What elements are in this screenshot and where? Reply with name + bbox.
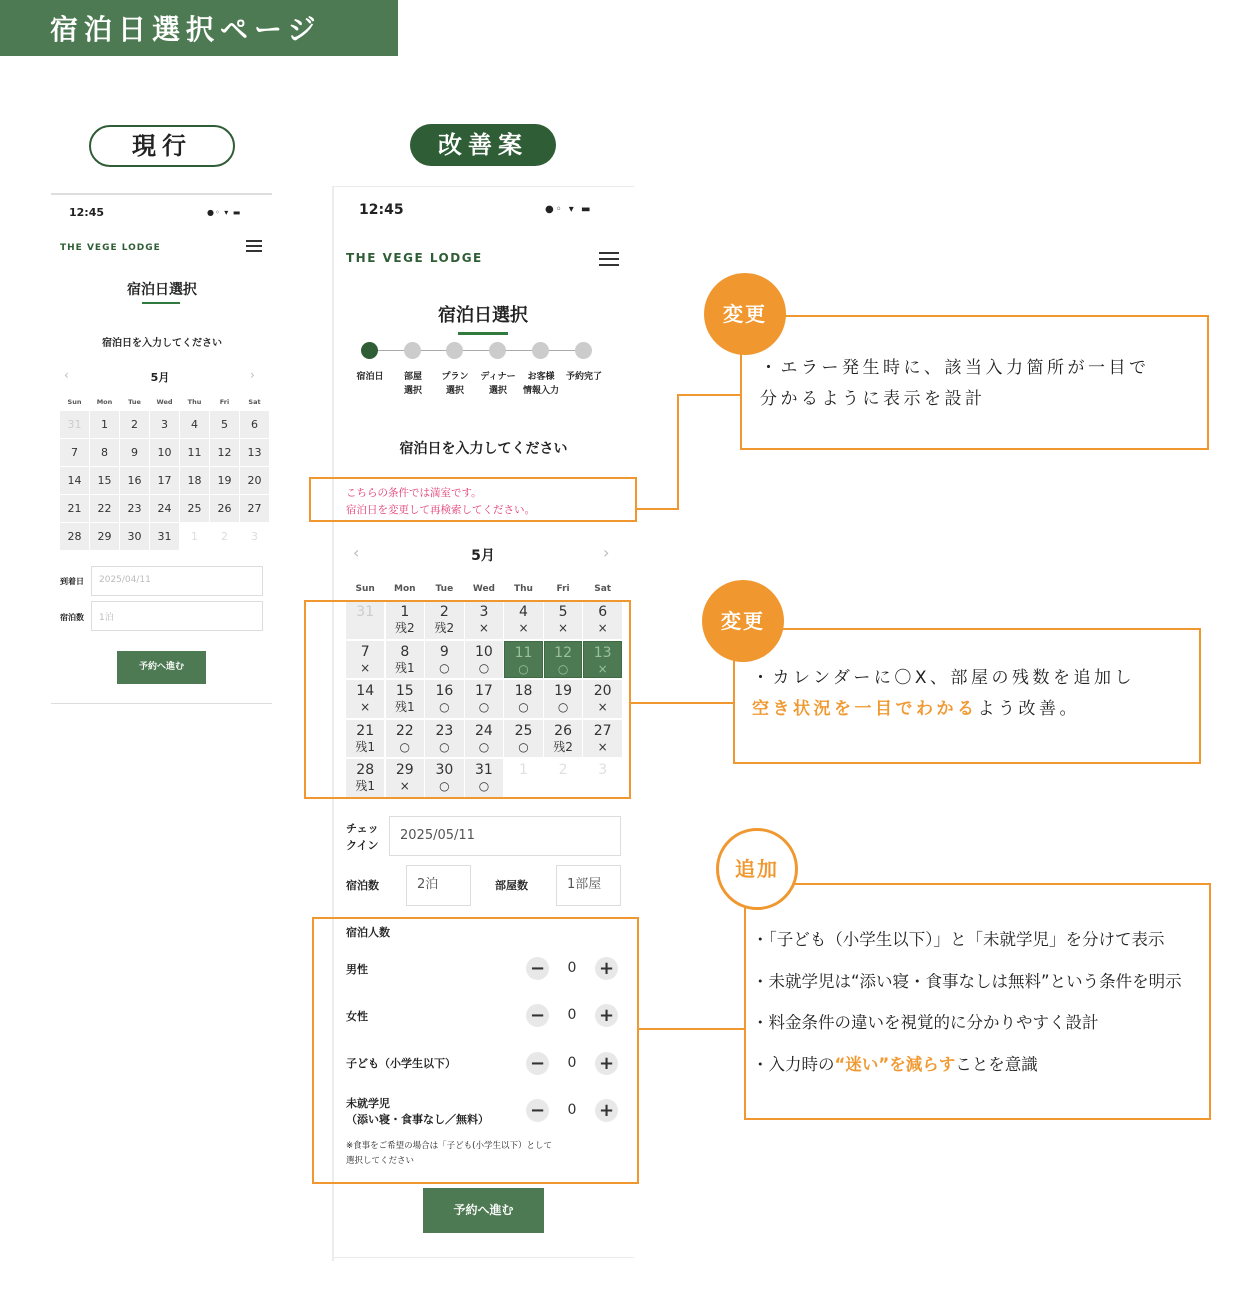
current-phone-bottom-border bbox=[51, 703, 272, 704]
progress-step-label-2: 部屋 選択 bbox=[403, 372, 422, 396]
annotation-text-1 bbox=[760, 353, 1150, 415]
current-calendar-day[interactable]: 14 bbox=[60, 467, 89, 494]
annotation-3-bullet-2: ・未就学児は“添い寝・食事なしは無料”という条件を明示 bbox=[752, 972, 1182, 991]
current-proceed-button[interactable]: 予約へ進む bbox=[117, 651, 206, 684]
progress-step-label-1: 宿泊日 bbox=[356, 372, 384, 382]
current-calendar-day[interactable]: 28 bbox=[60, 523, 89, 550]
guest-note-line-1: ※食事をご希望の場合は「子ども(小学生以下）として bbox=[346, 1141, 552, 1151]
day-number: 19 bbox=[554, 683, 572, 699]
availability-mark: ○ bbox=[478, 739, 490, 754]
current-calendar-day[interactable]: 8 bbox=[90, 439, 119, 466]
availability-mark: × bbox=[597, 621, 608, 635]
day-number: 31 bbox=[475, 762, 493, 778]
female-count: 0 bbox=[567, 1007, 577, 1023]
day-number: 12 bbox=[554, 644, 572, 661]
availability-mark: 残2 bbox=[553, 739, 573, 754]
current-calendar-day[interactable]: 25 bbox=[180, 495, 209, 522]
day-number: 1 bbox=[519, 762, 528, 778]
day-number: 31 bbox=[356, 604, 375, 620]
calendar-highlight-box bbox=[304, 600, 631, 799]
child-count: 0 bbox=[567, 1055, 577, 1071]
availability-mark: 残2 bbox=[394, 621, 415, 635]
proposal-proceed-button[interactable]: 予約へ進む bbox=[423, 1188, 544, 1233]
day-number: 10 bbox=[475, 643, 493, 660]
current-weekday-header: Thu bbox=[187, 398, 202, 406]
connector-3 bbox=[639, 1028, 744, 1030]
proposal-next-month-icon[interactable]: › bbox=[603, 543, 610, 562]
error-message-line-1: こちらの条件では満室です。 bbox=[346, 487, 482, 499]
availability-mark: × bbox=[399, 779, 410, 793]
availability-mark: ○ bbox=[478, 660, 490, 675]
current-calendar-day: 3 bbox=[251, 530, 258, 543]
proposal-prev-month-icon[interactable]: ‹ bbox=[353, 543, 360, 562]
current-calendar-day[interactable]: 24 bbox=[150, 495, 179, 522]
annotation-3-bullet-4-post: ことを意識 bbox=[955, 1055, 1038, 1074]
day-number: 5 bbox=[558, 604, 568, 620]
infant-increment-button[interactable]: + bbox=[595, 1099, 618, 1122]
progress-step-dot-6 bbox=[575, 342, 592, 359]
proposal-weekday-header: Sun bbox=[355, 584, 375, 594]
current-logo[interactable]: THE VEGE LODGE bbox=[60, 243, 161, 253]
day-number: 26 bbox=[554, 722, 572, 739]
day-number: 16 bbox=[435, 683, 454, 699]
nights-input[interactable]: 2泊 bbox=[406, 865, 471, 906]
progress-step-dot-3 bbox=[446, 342, 463, 359]
annotation-badge-3: 追加 bbox=[716, 828, 798, 910]
availability-mark: ○ bbox=[518, 661, 529, 676]
annotation-2-line-1: ・カレンダーに〇X、部屋の残数を追加し bbox=[752, 668, 1136, 688]
progress-step-dot-5 bbox=[532, 342, 549, 359]
annotation-3-bullet-3: ・料金条件の違いを視覚的に分かりやすく設計 bbox=[752, 1013, 1099, 1032]
day-number: 22 bbox=[395, 722, 414, 739]
proposal-phone-top-border bbox=[332, 186, 634, 187]
current-calendar-day[interactable]: 30 bbox=[120, 523, 149, 550]
current-calendar-day[interactable]: 3 bbox=[150, 411, 179, 438]
proposal-weekday-header: Wed bbox=[472, 584, 495, 594]
current-calendar-grid bbox=[60, 398, 264, 550]
current-calendar-day[interactable]: 29 bbox=[90, 523, 119, 550]
proposal-weekday-header: Sat bbox=[594, 584, 612, 594]
connector-1c bbox=[677, 394, 741, 396]
annotation-3-bullet-1: ・「子ども（小学生以下）」と「未就学児」を分けて表示 bbox=[752, 930, 1165, 949]
availability-mark: ○ bbox=[557, 700, 569, 714]
current-calendar-day[interactable]: 23 bbox=[120, 495, 149, 522]
progress-step-dot-2 bbox=[404, 342, 421, 359]
availability-mark: 残1 bbox=[355, 779, 376, 793]
day-number: 8 bbox=[400, 643, 410, 660]
day-number: 2 bbox=[558, 762, 568, 778]
day-number: 29 bbox=[395, 762, 414, 778]
availability-mark: × bbox=[518, 621, 529, 635]
current-calendar-day: 1 bbox=[191, 530, 198, 543]
guest-label-male: 男性 bbox=[346, 963, 368, 976]
annotation-3-bullet-4-pre: ・入力時の bbox=[752, 1055, 835, 1074]
annotation-2-rest: よう改善。 bbox=[977, 699, 1080, 719]
proposal-status-icons: ●◦ ▾ ▬ bbox=[545, 204, 593, 215]
progress-step-label-4: ディナー 選択 bbox=[480, 372, 516, 396]
infant-decrement-button[interactable]: − bbox=[526, 1099, 549, 1122]
current-calendar-day[interactable]: 15 bbox=[90, 467, 119, 494]
current-calendar-day[interactable]: 7 bbox=[60, 439, 89, 466]
progress-step-dot-1 bbox=[361, 342, 378, 359]
current-calendar-day[interactable]: 9 bbox=[120, 439, 149, 466]
day-number: 25 bbox=[514, 722, 533, 739]
current-calendar-day[interactable]: 2 bbox=[120, 411, 149, 438]
availability-mark: ○ bbox=[439, 779, 450, 793]
current-weekday-header: Sat bbox=[248, 398, 261, 406]
current-calendar-day[interactable]: 1 bbox=[90, 411, 119, 438]
current-calendar-day[interactable]: 6 bbox=[240, 411, 269, 438]
day-number: 1 bbox=[400, 604, 410, 620]
current-status-icons: ●◦ ▾ ▬ bbox=[207, 208, 242, 217]
current-menu-icon[interactable] bbox=[246, 240, 262, 255]
male-count: 0 bbox=[567, 960, 577, 976]
male-decrement-button[interactable]: − bbox=[526, 957, 549, 980]
current-calendar-day[interactable]: 21 bbox=[60, 495, 89, 522]
page-title-banner: 宿泊日選択ページ bbox=[0, 0, 398, 56]
availability-mark: ○ bbox=[478, 779, 490, 793]
day-number: 27 bbox=[593, 722, 612, 739]
guest-label-child: 子ども（小学生以下） bbox=[346, 1057, 456, 1070]
current-calendar-day[interactable]: 16 bbox=[120, 467, 149, 494]
availability-mark: ○ bbox=[399, 739, 411, 754]
day-number: 17 bbox=[475, 683, 493, 699]
annotation-text-2 bbox=[752, 663, 1135, 725]
day-number: 2 bbox=[439, 604, 449, 620]
annotation-3-bullet-4 bbox=[752, 1054, 1038, 1076]
day-number: 3 bbox=[479, 604, 489, 620]
availability-mark: ○ bbox=[557, 661, 569, 676]
current-weekday-header: Tue bbox=[128, 398, 141, 406]
current-status-time: 12:45 bbox=[69, 206, 105, 219]
current-title-underline bbox=[142, 302, 180, 304]
availability-mark: ○ bbox=[439, 739, 450, 754]
day-number: 23 bbox=[435, 722, 454, 739]
proposal-label: 改善案 bbox=[410, 124, 556, 166]
checkin-input[interactable]: 2025/05/11 bbox=[389, 816, 621, 856]
current-calendar-day[interactable]: 22 bbox=[90, 495, 119, 522]
annotation-badge-2: 変更 bbox=[702, 580, 784, 662]
current-calendar-day: 2 bbox=[221, 530, 228, 543]
annotation-2-highlight: 空き状況を一目でわかる bbox=[752, 699, 978, 719]
current-calendar-day[interactable]: 20 bbox=[240, 467, 269, 494]
proposal-weekday-header: Thu bbox=[514, 584, 533, 594]
current-calendar-day[interactable]: 11 bbox=[180, 439, 209, 466]
availability-mark: × bbox=[360, 660, 371, 675]
checkin-label: チェッ クイン bbox=[346, 822, 379, 852]
current-weekday-header: Fri bbox=[219, 398, 230, 406]
female-decrement-button[interactable]: − bbox=[526, 1004, 549, 1027]
connector-2 bbox=[631, 702, 734, 704]
guest-label-infant: 未就学児 （添い寝・食事なし／無料） bbox=[346, 1097, 489, 1126]
progress-step-label-3: プラン 選択 bbox=[441, 372, 469, 396]
error-message-line-2: 宿泊日を変更して再検索してください。 bbox=[346, 504, 535, 516]
current-phone-top-border bbox=[51, 193, 272, 195]
day-number: 9 bbox=[439, 643, 449, 660]
availability-mark: 残1 bbox=[394, 700, 415, 714]
current-calendar-day[interactable]: 10 bbox=[150, 439, 179, 466]
rooms-input[interactable]: 1部屋 bbox=[556, 865, 621, 906]
current-prev-month-icon[interactable]: ‹ bbox=[64, 368, 69, 382]
annotation-1-line-1: ・エラー発生時に、該当入力箇所が一目で bbox=[760, 358, 1150, 378]
day-number: 11 bbox=[514, 644, 533, 661]
proposal-title-underline bbox=[458, 332, 508, 335]
availability-mark: ○ bbox=[518, 739, 529, 754]
current-calendar-day[interactable]: 19 bbox=[210, 467, 239, 494]
availability-mark: ○ bbox=[518, 700, 529, 714]
female-increment-button[interactable]: + bbox=[595, 1004, 618, 1027]
current-checkin-label: 到着日 bbox=[60, 577, 84, 586]
current-calendar-day[interactable]: 5 bbox=[210, 411, 239, 438]
availability-mark: × bbox=[360, 700, 371, 714]
connector-1a bbox=[637, 508, 679, 510]
current-calendar-day[interactable]: 26 bbox=[210, 495, 239, 522]
progress-step-label-6: 予約完了 bbox=[565, 372, 602, 382]
current-calendar-day[interactable]: 18 bbox=[180, 467, 209, 494]
proposal-weekday-header: Fri bbox=[556, 584, 570, 594]
progress-track bbox=[369, 350, 584, 351]
current-nights-input[interactable]: 1泊 bbox=[91, 601, 263, 631]
current-calendar-day[interactable]: 31 bbox=[150, 523, 179, 550]
day-number: 15 bbox=[395, 683, 414, 699]
nights-label: 宿泊数 bbox=[346, 879, 379, 892]
current-month-label: 5月 bbox=[150, 371, 170, 384]
current-label: 現行 bbox=[89, 125, 235, 167]
day-number: 6 bbox=[598, 604, 608, 620]
availability-mark: × bbox=[597, 700, 608, 714]
current-calendar-day[interactable]: 17 bbox=[150, 467, 179, 494]
day-number: 3 bbox=[598, 762, 608, 778]
day-number: 21 bbox=[356, 722, 375, 739]
progress-step-dot-4 bbox=[489, 342, 506, 359]
current-page-title: 宿泊日選択 bbox=[127, 282, 197, 298]
guests-highlight-box bbox=[312, 917, 639, 1184]
availability-mark: ○ bbox=[439, 700, 450, 714]
day-number: 24 bbox=[475, 722, 493, 739]
day-number: 4 bbox=[519, 604, 528, 620]
proposal-weekday-header: Mon bbox=[394, 584, 416, 594]
day-number: 7 bbox=[360, 643, 370, 660]
availability-mark: × bbox=[597, 661, 608, 676]
error-highlight-box bbox=[309, 477, 637, 522]
child-increment-button[interactable]: + bbox=[595, 1052, 618, 1075]
annotation-2-line-2 bbox=[752, 694, 1135, 725]
day-number: 20 bbox=[593, 683, 612, 699]
male-increment-button[interactable]: + bbox=[595, 957, 618, 980]
infant-count: 0 bbox=[567, 1102, 577, 1118]
current-instruction: 宿泊日を入力してください bbox=[102, 338, 222, 349]
proposal-month-label: 5月 bbox=[471, 548, 495, 564]
current-weekday-header: Sun bbox=[67, 398, 82, 406]
availability-mark: 残1 bbox=[394, 660, 415, 675]
guest-label-female: 女性 bbox=[346, 1010, 368, 1023]
proposal-status-time: 12:45 bbox=[359, 202, 404, 218]
annotation-1-line-2: 分かるように表示を設計 bbox=[760, 389, 986, 409]
availability-mark: × bbox=[478, 621, 489, 635]
annotation-badge-1: 変更 bbox=[704, 273, 786, 355]
connector-1b bbox=[677, 394, 679, 510]
availability-mark: ○ bbox=[439, 660, 450, 675]
proposal-page-title: 宿泊日選択 bbox=[438, 305, 528, 326]
availability-mark: × bbox=[558, 621, 569, 635]
current-weekday-header: Mon bbox=[96, 398, 113, 406]
progress-step-label-5: お客様 情報入力 bbox=[522, 372, 559, 396]
guests-title: 宿泊人数 bbox=[346, 926, 390, 939]
current-next-month-icon[interactable]: › bbox=[250, 368, 255, 382]
child-decrement-button[interactable]: − bbox=[526, 1052, 549, 1075]
current-calendar-day[interactable]: 4 bbox=[180, 411, 209, 438]
availability-mark: 残2 bbox=[434, 621, 455, 635]
current-calendar-day[interactable]: 12 bbox=[210, 439, 239, 466]
availability-mark: ○ bbox=[478, 700, 490, 714]
day-number: 13 bbox=[593, 644, 612, 661]
proposal-instruction: 宿泊日を入力してください bbox=[399, 441, 568, 457]
annotation-box-3 bbox=[744, 883, 1211, 1120]
proposal-weekday-header: Tue bbox=[435, 584, 454, 594]
availability-mark: 残1 bbox=[355, 739, 376, 754]
day-number: 14 bbox=[356, 683, 375, 699]
guest-note-line-2: 選択してください bbox=[346, 1156, 415, 1166]
annotation-3-bullet-4-highlight: “迷い”を減らす bbox=[834, 1055, 956, 1074]
proposal-phone-bottom-border bbox=[332, 1257, 634, 1258]
current-calendar-day[interactable]: 13 bbox=[240, 439, 269, 466]
current-weekday-header: Wed bbox=[156, 398, 173, 406]
day-number: 18 bbox=[514, 683, 533, 699]
rooms-label: 部屋数 bbox=[495, 879, 528, 892]
current-nights-label: 宿泊数 bbox=[60, 613, 84, 622]
proposal-logo[interactable]: THE VEGE LODGE bbox=[346, 251, 483, 265]
availability-mark: × bbox=[597, 739, 608, 754]
proposal-menu-icon[interactable] bbox=[599, 252, 619, 270]
current-checkin-input[interactable]: 2025/04/11 bbox=[91, 566, 263, 596]
day-number: 28 bbox=[356, 762, 375, 778]
current-calendar-day[interactable]: 27 bbox=[240, 495, 269, 522]
day-number: 30 bbox=[435, 762, 454, 778]
current-calendar-day: 31 bbox=[60, 411, 89, 438]
